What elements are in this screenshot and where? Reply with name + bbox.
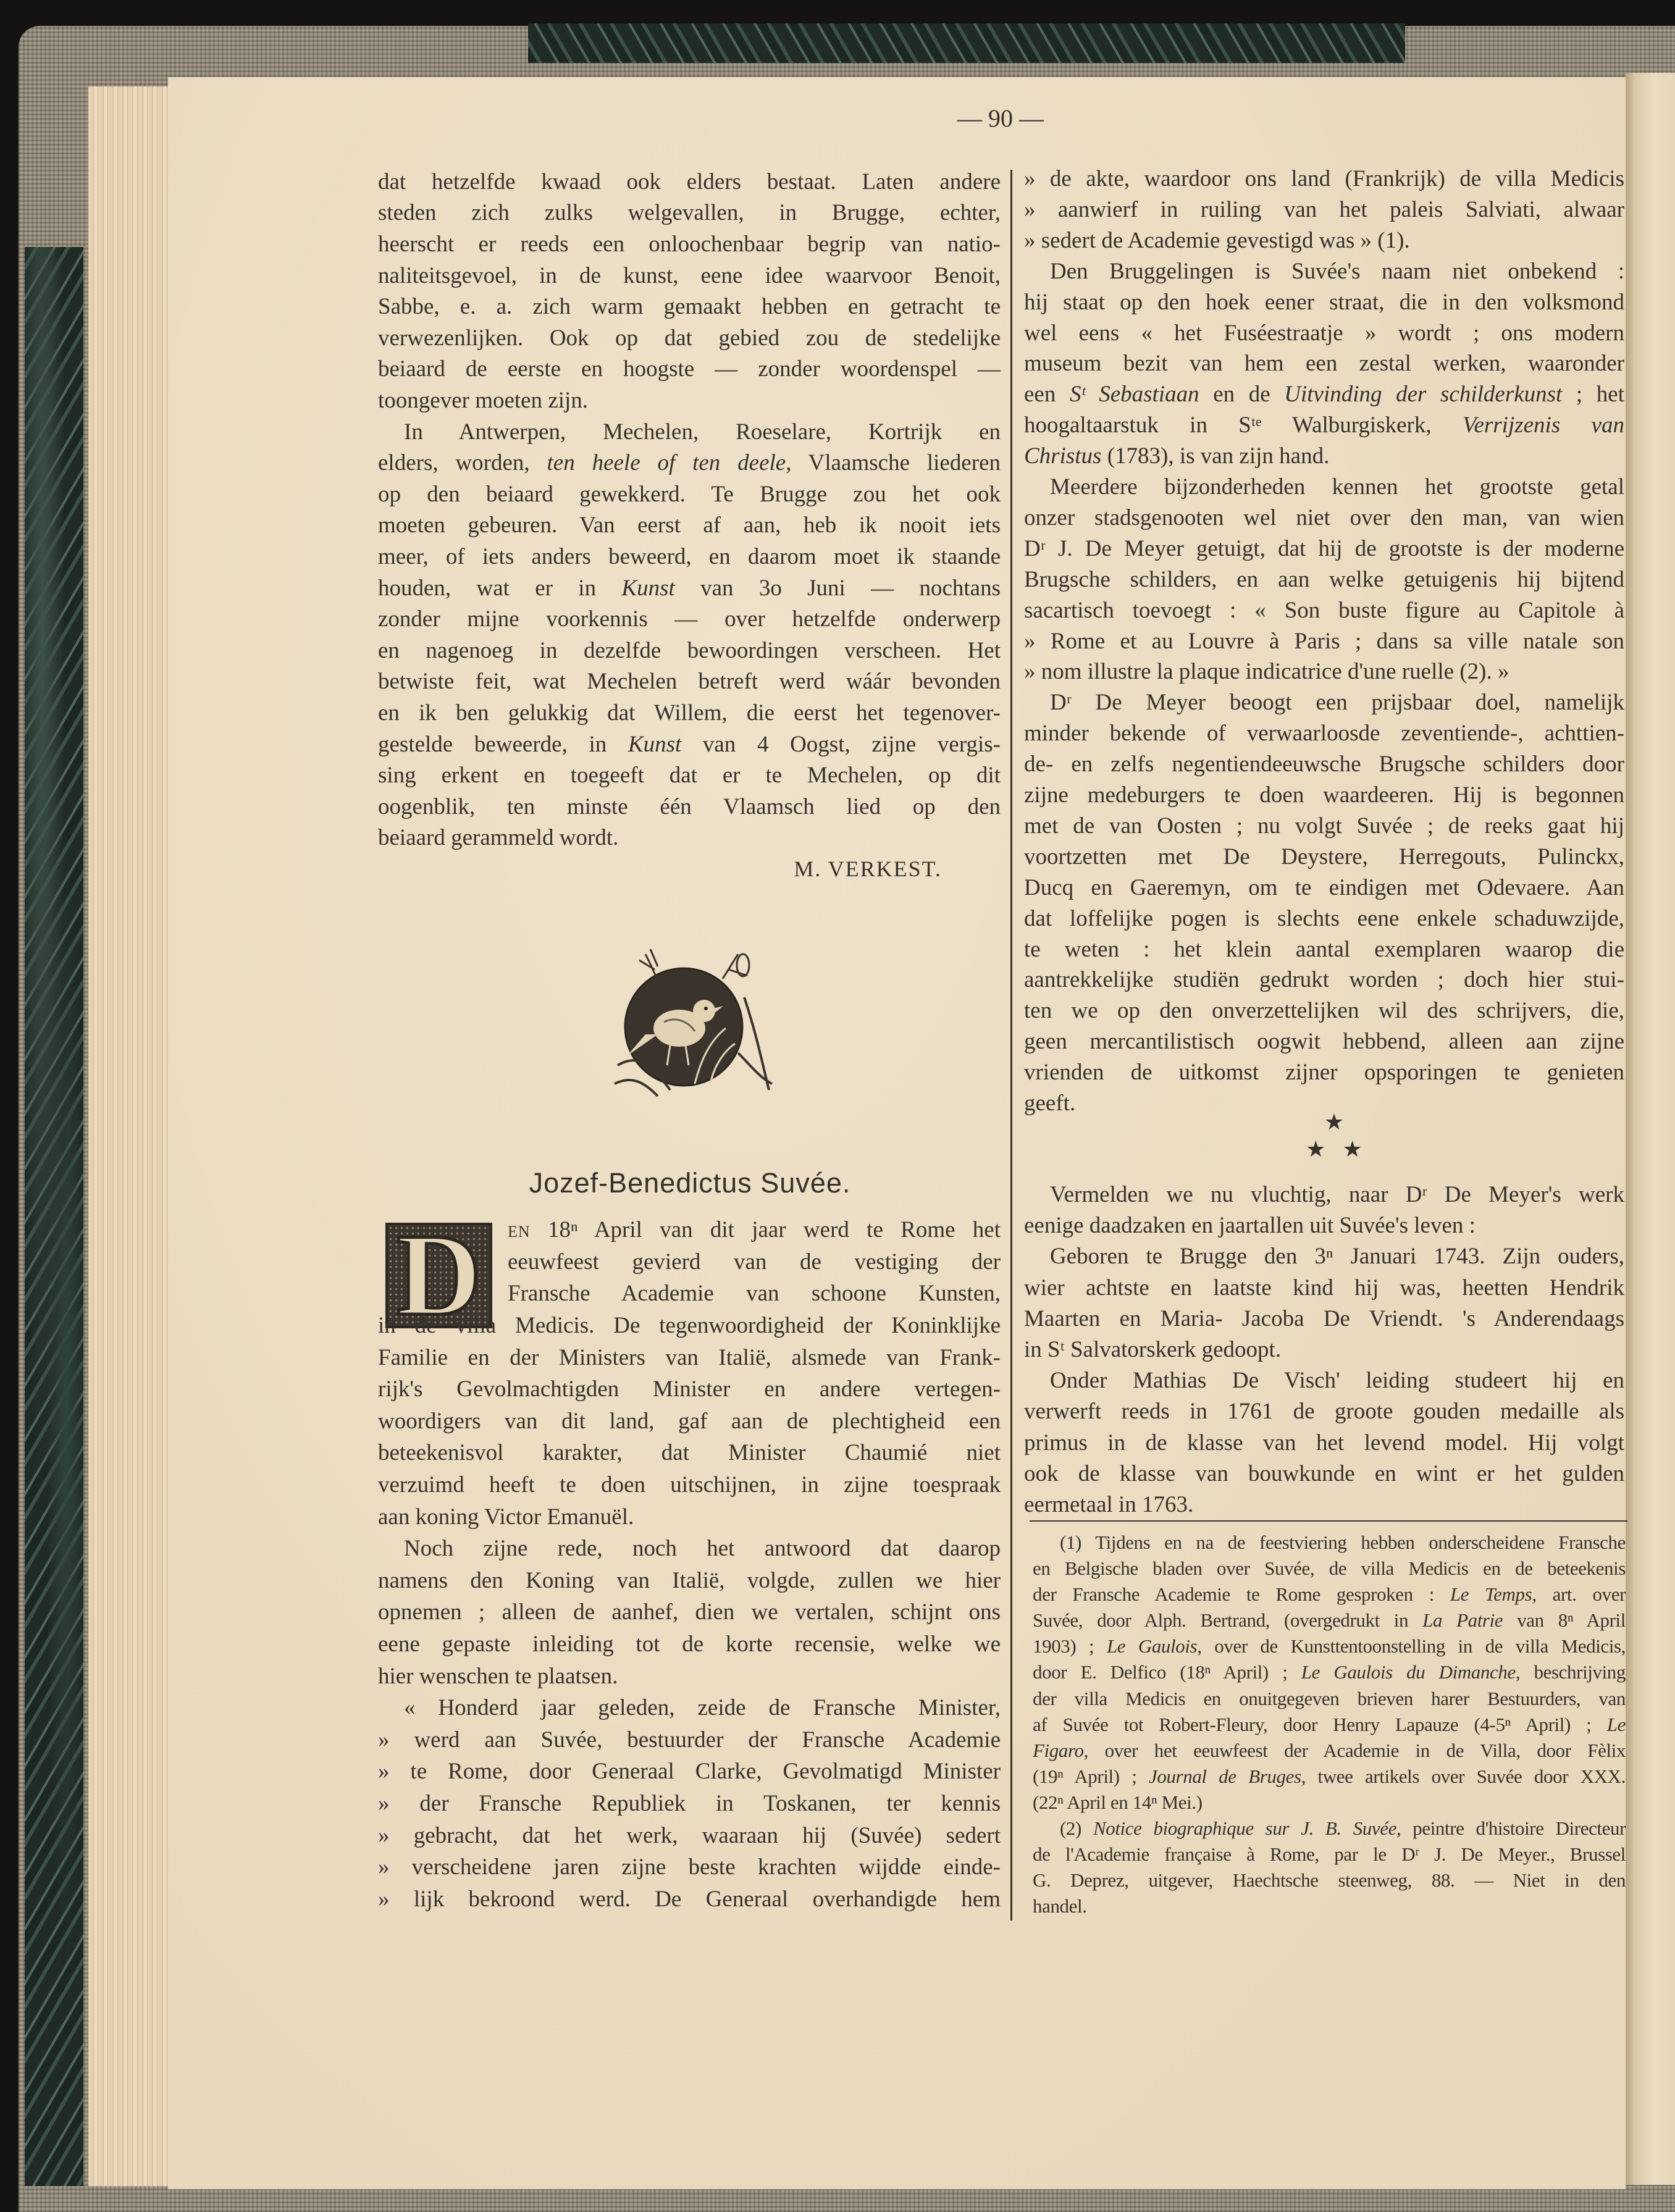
text-segment: peintre d'histoire Directeur [1401, 1817, 1626, 1840]
previous-article-line: sing erkent en toegeeft dat er te Mechelen, op dit [378, 763, 1001, 789]
text-segment: beschrijving [1520, 1661, 1626, 1683]
article-right-line: dat loffelijke pogen is slechts eene enkele schaduwzijde, [1024, 905, 1624, 931]
article-title: Jozef-Benedictus Suvée. [529, 1167, 851, 1199]
article-right-line [1024, 410, 1624, 441]
article-line: Familie en der Ministers van Italië, alsmede van Frank- [378, 1344, 1001, 1370]
article-right-line: in Sᵗ Salvatorskerk gedoopt. [1024, 1336, 1282, 1362]
article-right-line: ook de klasse van bouwkunde en wint er het gulden [1024, 1460, 1624, 1486]
article-right-line: » Rome et au Louvre à Paris ; dans sa ville natale son [1024, 628, 1624, 654]
previous-article-line [378, 729, 1001, 761]
italic-text: Le Gaulois, [1106, 1635, 1202, 1657]
asterism-stars-bottom: ★ ★ [1306, 1137, 1362, 1162]
article-right-line: sacartisch toevoegt : « Son buste figure au Capitole à [1024, 597, 1624, 623]
article-line: in de villa Medicis. De tegenwoordigheid der Koninklijke [378, 1313, 1001, 1338]
footnote-line: en Belgische bladen over Suvée, de villa Medicis en de beteekenis [1033, 1557, 1626, 1580]
article-right-line: geeft. [1024, 1091, 1076, 1116]
previous-article-line: Sabbe, e. a. zich warm gemaakt hebben en getracht te [378, 294, 1001, 320]
article-right-line: eermetaal in 1763. [1024, 1491, 1194, 1517]
text-segment: door E. Delfico (18ⁿ April) ; [1033, 1661, 1301, 1683]
previous-article-line: meer, of iets anders beweerd, en daarom moet ik staande [378, 543, 1001, 569]
previous-article-line: en nagenoeg in dezelfde bewoordingen verscheen. Het [378, 637, 1001, 663]
article-right-line: te weten : het klein aantal exemplaren waarop die [1024, 936, 1624, 962]
article-right-line: Brugsche schilders, en aan welke getuigenis hij bijtend [1024, 566, 1624, 592]
article-right-line: onzer stadsgenooten wel niet over den man, van wien [1024, 505, 1624, 530]
previous-article-line: steden zich zulks welgevallen, in Brugge, echter, [378, 200, 1001, 226]
text-segment: van 3o Juni — nochtans [674, 575, 1001, 601]
text-segment: 1903) ; [1033, 1635, 1107, 1657]
article-line: opnemen ; alleen de aanhef, dien we vertalen, schijnt ons [378, 1599, 1001, 1625]
article-line: » te Rome, door Generaal Clarke, Gevolmatigd Minister [378, 1759, 1001, 1785]
text-segment: Vlaamsche liederen [791, 450, 1001, 476]
article-right-line: minder bekende of verwaarloosde zeventiende-, achttien- [1024, 721, 1624, 747]
text-segment: over het eeuwfeest der Academie in de Villa, door Fèlix [1088, 1739, 1626, 1761]
article-right-line: museum bezit van hem een zestal werken, waaronder [1024, 351, 1624, 377]
article-line: Fransche Academie van schoone Kunsten, [508, 1281, 1001, 1307]
italic-text: Kunst [628, 731, 682, 757]
footnote-rule [1030, 1520, 1627, 1522]
article-right-line [1024, 441, 1624, 472]
text-segment: van 8ⁿ April [1503, 1609, 1626, 1632]
previous-article-line: In Antwerpen, Mechelen, Roeselare, Kortrijk en [404, 419, 1001, 445]
footnote-line: de l'Academie française à Rome, par le Dʳ J. De Meyer., Brussel [1033, 1843, 1626, 1866]
page-gutter [1626, 73, 1634, 2185]
italic-text: Notice biographique sur J. B. Suvée, [1093, 1817, 1401, 1840]
previous-article-line: verwezenlijken. Ook op dat gebied zou de stedelijke [378, 325, 1001, 351]
article-right-line: Ducq en Gaeremyn, om te eindigen met Odevaere. Aan [1024, 874, 1624, 900]
footnote-line: der villa Medicis en onuitgegeven brieven harer Bestuurders, van [1033, 1687, 1626, 1709]
article-right-line: » aanwierf in ruiling van het paleis Salviati, alwaar [1024, 196, 1624, 222]
previous-article-line: moeten gebeuren. Van eerst af aan, heb ik nooit iets [378, 513, 1001, 538]
italic-text: Sᵗ Sebastiaan [1069, 382, 1199, 408]
drop-cap-letter: D [396, 1210, 482, 1340]
article-right-line: zijne medeburgers te doen waardeeren. Hij is begonnen [1024, 782, 1624, 808]
italic-text: Journal de Bruges, [1149, 1765, 1306, 1787]
italic-text: La Patrie [1422, 1609, 1503, 1632]
article-line: beteekenisvol karakter, dat Minister Chaumié niet [378, 1440, 1001, 1466]
article-line [508, 1214, 1001, 1246]
italic-text: Kunst [621, 575, 675, 601]
italic-text: Figaro, [1033, 1739, 1088, 1761]
italic-text: Le [1606, 1713, 1626, 1735]
text-segment: een [1024, 382, 1070, 408]
italic-text: Le Temps, [1450, 1583, 1537, 1606]
article-line: » der Fransche Republiek in Toskanen, ter kennis [378, 1791, 1001, 1816]
text-segment: elders, worden, [378, 450, 547, 476]
text-segment: houden, wat er in [378, 575, 622, 601]
article-right-line [1024, 379, 1624, 410]
article-right-line: Geboren te Brugge den 3ⁿ Januari 1743. Zijn ouders, [1050, 1244, 1624, 1270]
previous-article-line: zonder mijne voorkennis — over hetzelfde onderwerp [378, 606, 1001, 632]
section-break-asterism [1285, 1108, 1383, 1163]
footnote-line [1033, 1581, 1626, 1607]
article-right-line: verwerft reeds in 1761 de groote gouden medaille als [1024, 1399, 1624, 1425]
previous-article-line: naliteitsgevoel, in de kunst, eene idee waarvoor Benoit, [378, 262, 1001, 288]
text-segment: (2) [1060, 1817, 1093, 1840]
text-segment: ; het [1562, 382, 1624, 408]
article-line: Noch zijne rede, noch het antwoord dat daarop [404, 1536, 1001, 1562]
text-segment: twee artikels over Suvée door XXX. [1305, 1765, 1626, 1787]
article-right-line: Vermelden we nu vluchtig, naar Dʳ De Meyer's werk [1050, 1181, 1624, 1207]
text-segment: art. over [1536, 1583, 1626, 1606]
text-segment: van 4 Oogst, zijne vergis- [681, 731, 1001, 757]
footnote-line [1033, 1712, 1626, 1738]
article-right-line: » sedert de Academie gevestigd was » (1). [1024, 227, 1410, 253]
page-stack-edge [88, 86, 169, 2186]
article-right-line: met de van Oosten ; nu volgt Suvée ; de reeks gaat hij [1024, 813, 1624, 839]
marbled-board-top [528, 23, 1405, 63]
page-number: — 90 — [957, 104, 1044, 132]
text-segment: hoogaltaarstuk in Sᵗᵉ Walburgiskerk, [1024, 413, 1463, 438]
article-right-line: Dʳ J. De Meyer getuigt, dat hij de grootste is der moderne [1024, 535, 1624, 561]
text-segment: der Fransche Academie te Rome gesproken : [1033, 1583, 1450, 1606]
footnote-line: (22ⁿ April en 14ⁿ Mei.) [1033, 1791, 1203, 1813]
previous-article-line: dat hetzelfde kwaad ook elders bestaat. Laten andere [378, 169, 1001, 195]
footnote-line [1033, 1764, 1626, 1790]
marbled-board-left [25, 247, 83, 2186]
footnote-line [1060, 1816, 1626, 1841]
article-line: rijk's Gevolmachtigden Minister en andere vertegen- [378, 1376, 1001, 1402]
column-divider [1010, 170, 1012, 1921]
previous-article-line: beiaard de eerste en hoogste — zonder woordenspel — [378, 356, 1001, 382]
next-page-edge [1634, 73, 1675, 2185]
article-line: woordigers van dit land, gaf aan de plechtigheid een [378, 1408, 1001, 1434]
article-line: » lijk bekroond werd. De Generaal overhandigde hem [378, 1886, 1001, 1912]
article-line: namens den Koning van Italië, volgde, zullen we hier [378, 1567, 1001, 1593]
italic-text: Le Gaulois du Dimanche, [1301, 1661, 1521, 1683]
previous-article-line: heerscht er reeds een onloochenbaar begrip van natio- [378, 231, 1001, 257]
article-right-line: ten we op den onverzettelijken wil des schrijvers, die, [1024, 998, 1624, 1024]
previous-article-line: beiaard gerammeld wordt. [378, 825, 619, 851]
previous-article-line: oogenblik, ten minste één Vlaamsch lied op den [378, 794, 1001, 819]
article-right-line: Dʳ De Meyer beoogt een prijsbaar doel, namelijk [1050, 690, 1624, 716]
article-right-line: » de akte, waardoor ons land (Frankrijk) de villa Medicis [1024, 166, 1624, 192]
footnote-line [1033, 1738, 1626, 1764]
bird-vignette-icon [602, 942, 778, 1105]
article-right-line: eenige daadzaken en jaartallen uit Suvée's leven : [1024, 1213, 1476, 1239]
italic-text: Verrijzenis van [1462, 413, 1624, 438]
text-segment: (1783), is van zijn hand. [1101, 443, 1330, 469]
article-right-line: » nom illustre la plaque indicatrice d'une ruelle (2). » [1024, 659, 1509, 685]
article-line: verzuimd heeft te doen uitschijnen, in zijne toespraak [378, 1472, 1001, 1498]
article-line: eeuwfeest gevierd van de vestiging der [508, 1249, 1001, 1275]
footnote-line [1033, 1607, 1626, 1633]
author-signature: M. VERKEST. [794, 857, 942, 881]
text-segment: en [508, 1217, 531, 1243]
italic-text: Uitvinding der schilderkunst [1284, 382, 1563, 408]
previous-article-line: toongever moeten zijn. [378, 387, 589, 413]
article-line: hier wenschen te plaatsen. [378, 1663, 618, 1689]
article-right-line: geen mercantilistisch oogwit hebbend, alleen aan zijne [1024, 1029, 1624, 1055]
article-right-line: Meerdere bijzonderheden kennen het grootste getal [1050, 474, 1624, 500]
article-right-line: voortzetten met De Deystere, Herregouts, Pulinckx, [1024, 844, 1624, 869]
article-right-line: wel eens « het Fuséestraatje » wordt ; ons modern [1024, 320, 1624, 346]
article-line: » werd aan Suvée, bestuurder der Fransche Academie [378, 1727, 1001, 1753]
footnote-line [1033, 1633, 1626, 1659]
article-right-line: de- en zelfs negentiendeeuwsche Brugsche schilders door [1024, 752, 1624, 777]
previous-article-line: en ik ben gelukkig dat Willem, die eerst het tegenover- [378, 700, 1001, 726]
italic-text: Christus [1024, 443, 1102, 469]
article-line: aan koning Victor Emanuël. [378, 1504, 634, 1530]
previous-article-line [378, 448, 1001, 479]
article-right-line: wier achtste en laatste kind hij was, heetten Hendrik [1024, 1275, 1624, 1301]
article-line: » gebracht, dat het werk, waaraan hij (Suvée) sedert [378, 1822, 1001, 1848]
article-right-line: vrienden de uitkomst zijner opsporingen te genieten [1024, 1060, 1624, 1086]
footnote-line: handel. [1033, 1895, 1087, 1917]
footnote-line: (1) Tijdens en na de feestviering hebben onderscheidene Fransche [1060, 1531, 1626, 1553]
text-segment: af Suvée tot Robert-Fleury, door Henry Lapauze (4-5ⁿ April) ; [1033, 1713, 1607, 1735]
asterism-star-top: ★ [1324, 1110, 1345, 1134]
article-right-line: aantrekkelijke studiën gedrukt worden ; doch hier stui- [1024, 967, 1624, 993]
article-line: eene gepaste inleiding tot de korte recensie, welke we [378, 1632, 1001, 1657]
article-right-line: Den Bruggelingen is Suvée's naam niet onbekend : [1050, 258, 1624, 284]
text-segment: gestelde beweerde, in [378, 731, 628, 757]
article-right-line: Onder Mathias De Visch' leiding studeert hij en [1050, 1368, 1624, 1394]
text-segment: en de [1199, 382, 1285, 408]
footnote-line: G. Deprez, uitgever, Haechtsche steenweg, 88. — Niet in den [1033, 1869, 1626, 1892]
previous-article-line: op den beiaard gewekkerd. Te Brugge zou het ook [378, 481, 1001, 507]
text-segment: (19ⁿ April) ; [1033, 1765, 1149, 1787]
text-segment: Suvée, door Alph. Bertrand, (overgedrukt in [1033, 1609, 1423, 1632]
article-right-line: hij staat op den hoek eener straat, die in den volksmond [1024, 289, 1624, 315]
article-line: » verscheidene jaren zijne beste krachten wijdde einde- [378, 1854, 1001, 1880]
text-segment: 18ⁿ April van dit jaar werd te Rome het [530, 1217, 1001, 1243]
footnote-line [1033, 1659, 1626, 1685]
article-line: « Honderd jaar geleden, zeide de Fransche Minister, [404, 1695, 1001, 1721]
previous-article-line [378, 573, 1001, 605]
text-segment: over de Kunsttentoonstelling in de villa Medicis, [1201, 1635, 1626, 1657]
article-right-line: primus in de klasse van het levend model. Hij volgt [1024, 1430, 1624, 1456]
previous-article-line: betwiste feit, wat Mechelen betreft werd wáár bevonden [378, 669, 1001, 695]
italic-text: ten heele of ten deele, [547, 450, 792, 476]
article-right-line: Maarten en Maria- Jacoba De Vriendt. 's Anderendaags [1024, 1305, 1624, 1331]
